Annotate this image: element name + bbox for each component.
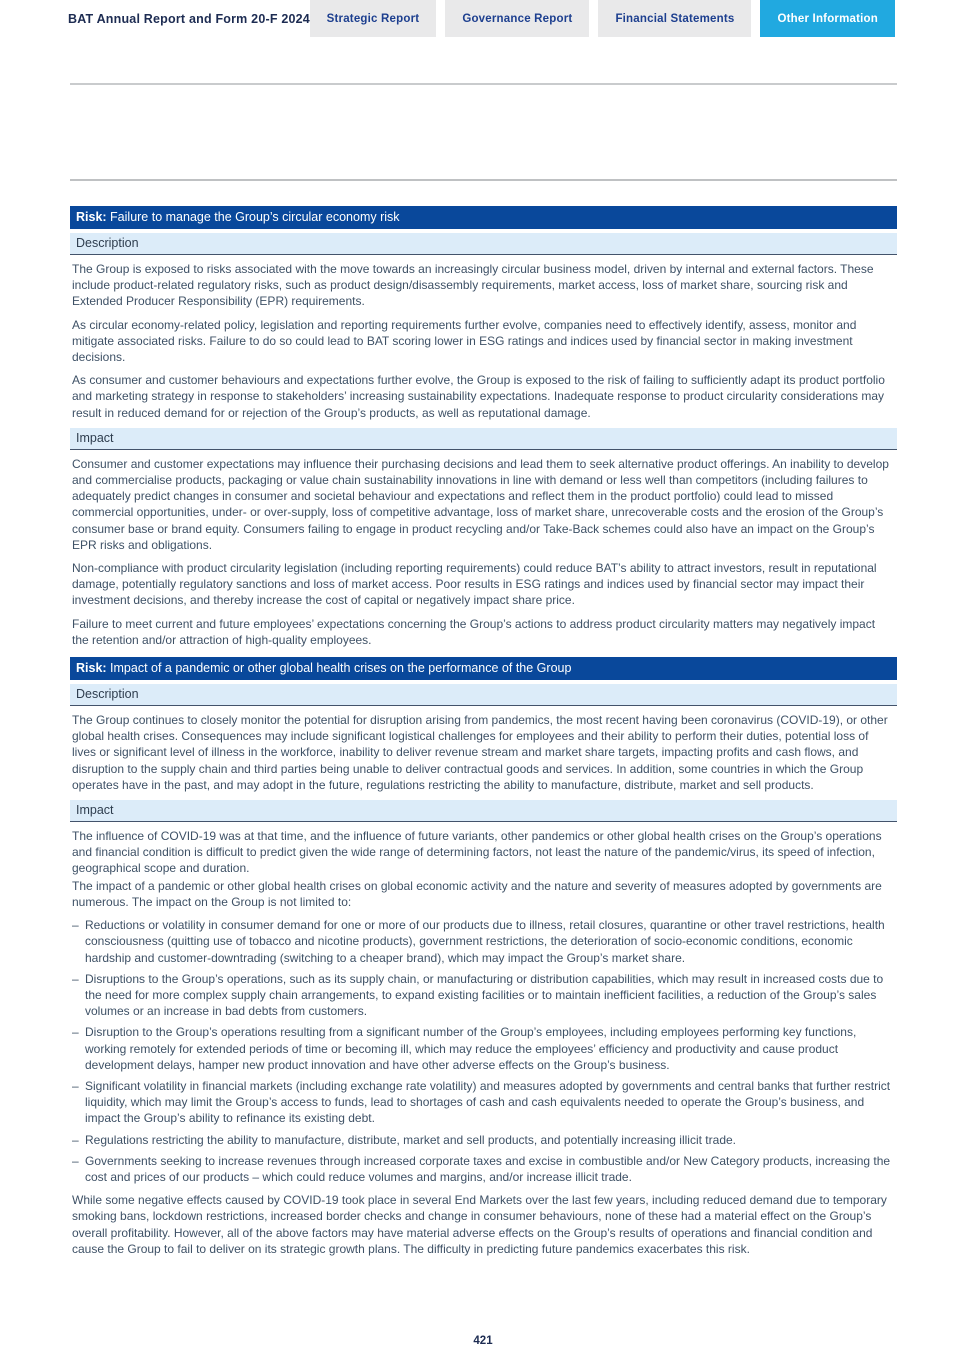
bullet-item — [70, 1153, 897, 1185]
risk-header-pandemic — [70, 657, 897, 680]
bullet-text: Disruption to the Group’s operations resulting from a significant number of the Group’s employees, including employees performing key functions, working remotely for extended periods of time or becoming ill, which may reduce the employees’ efficiency and productivity and cause product development delays, hamper new product innovation and have other adverse effects on the Group’s business. — [85, 1025, 857, 1072]
description-paragraph: The Group continues to closely monitor the potential for disruption arising from pandemics, the most recent having been coronavirus (COVID-19), or other global health crises. Consequences may include significant logistical challenges for employees and their ability to perform their duties, potential loss of lives or significant level of illness in the workforce, inability to deliver revenue stream and market share targets, impacting profits and cash flows, and disruption to the supply chain and third parties being unable to deliver contractual goods and services. In addition, some countries in which the Group operates have in the past, and may adopt in the future, regulations restricting the ability to manufacture, distribute, market and sell products. — [72, 713, 888, 792]
tab-financial-statements[interactable]: Financial Statements — [598, 0, 751, 37]
impact-paragraph: Non-compliance with product circularity legislation (including reporting requirements) could reduce BAT’s ability to attract investors, result in reputational damage, potentially regulatory sanctions and loss of market access. Poor results in ESG ratings and indices used by financial sector may impact their investment decisions, and thereby increase the cost of capital or negatively impact share price. — [72, 561, 877, 608]
bullet-item — [70, 1024, 897, 1073]
bullet-dash: – — [72, 971, 79, 986]
description-paragraph: As circular economy-related policy, legislation and reporting requirements further evolve, companies need to effectively identify, assess, monitor and mitigate associated risks. Failure to do so could lead to BAT scoring lower in ESG ratings and indices used by financial sector in making investment decisions. — [72, 317, 857, 365]
tab-other-information[interactable]: Other Information — [760, 0, 895, 37]
tab-governance-report[interactable]: Governance Report — [445, 0, 589, 37]
bullet-dash: – — [72, 1078, 79, 1093]
bullet-dash: – — [72, 1025, 79, 1040]
bullet-item — [70, 1078, 897, 1127]
risk-label: Risk: — [76, 661, 107, 676]
impact-paragraph: Failure to meet current and future employees’ expectations concerning the Group’s actions to address product circularity matters may negatively impact the retention and/or attraction of high-quality employees. — [72, 616, 876, 647]
impact-heading: Impact — [70, 800, 897, 822]
risk-section-pandemic — [70, 657, 897, 1257]
impact-bullet-list — [70, 917, 897, 1185]
bullet-dash: – — [72, 918, 79, 933]
description-paragraph: As consumer and customer behaviours and expectations further evolve, the Group is exposed to the risk of failing to sufficiently adapt its product portfolio and marketing strategy in response to stakeholders’ increasing sustainability expectations. Inadequate response to product circularity considerations may result in reduced demand for or rejection of the Group’s products, as well as reputational damage. — [72, 373, 885, 420]
page-footer — [0, 1335, 966, 1347]
description-heading: Description — [70, 233, 897, 255]
description-paragraph: The Group is exposed to risks associated with the move towards an increasingly circular business model, driven by internal and external factors. These include product-related regulatory risks, such as product design/disassembly requirements, market access, loss of market share, sourcing risk and Extended Producer Responsibility (EPR) requirements. — [72, 262, 874, 309]
impact-heading: Impact — [70, 428, 897, 450]
risk-header-circular-economy — [70, 206, 897, 229]
impact-closing-paragraph: While some negative effects caused by COVID-19 took place in several End Markets over the last few years, including reduced demand due to temporary smoking bans, lockdown restrictions, increased border checks and change in consumer behaviours, none of these had a material effect on the Group’s overall profitability. However, all of the above factors may have material adverse effects on the Group’s results of operations and financial condition and cause the Group to fail to deliver on its strategic growth plans. The difficulty in predicting future pandemics exacerbates this risk. — [72, 1193, 887, 1256]
divider-top — [70, 83, 897, 85]
bullet-item — [70, 1132, 897, 1148]
bullet-text: Disruptions to the Group’s operations, such as its supply chain, or manufacturing or distribution capabilities, which may result in increased costs due to the need for more complex supply chain arrangements, to expand existing facilities or to maintain inefficient facilities, a reduction of the Group’s sales volumes or an increase in bad debts from customers. — [85, 971, 884, 1019]
description-heading: Description — [70, 684, 897, 706]
impact-paragraph: The influence of COVID-19 was at that time, and the influence of future variants, other pandemics or other global health crises on the Group’s operations and financial condition is difficult to predict given the wide range of determining factors, not least the nature of the pandemic/virus, its speed of infection, geographical scope and duration. — [72, 829, 882, 876]
report-tab-bar — [310, 0, 895, 37]
risk-title: Impact of a pandemic or other global health crises on the performance of the Group — [106, 661, 572, 676]
page-number: 421 — [473, 1335, 493, 1347]
bullet-dash: – — [72, 1153, 79, 1168]
report-title: BAT Annual Report and Form 20-F 2024 — [68, 12, 310, 26]
risk-title: Failure to manage the Group’s circular economy risk — [106, 210, 400, 224]
bullet-item — [70, 917, 897, 966]
bullet-item — [70, 971, 897, 1020]
bullet-dash: – — [72, 1132, 79, 1147]
top-header — [0, 0, 966, 37]
impact-paragraph: The impact of a pandemic or other global health crises on global economic activity and the nature and severity of measures adopted by governments are numerous. The impact on the Group is not limited to: — [72, 878, 882, 909]
bullet-text: Significant volatility in financial markets (including exchange rate volatility) and measures adopted by governments and central banks that further restrict liquidity, which may limit the Group’s access to funds, lead to shortages of cash and cash equivalents needed to operate the Group’s business, and impact the Group’s ability to refinance its existing debt. — [85, 1078, 891, 1126]
bullet-text: Governments seeking to increase revenues through increased corporate taxes and excise in combustible and/or New Category products, increasing the cost and prices of our products – which could reduce volumes and margins, and/or increase illicit trade. — [85, 1153, 891, 1184]
risk-label: Risk: — [76, 210, 107, 224]
risk-report-content — [70, 206, 897, 1264]
impact-paragraph: Consumer and customer expectations may influence their purchasing decisions and lead them to seek alternative product offerings. An inability to develop and commercialise products, packaging or value chain sustainability innovations in line with demand or less well than competitors (including failures to adequately predict changes in consumer and societal behaviour and expectations and reflect them in the product portfolio) could lead to missed commercial opportunities, under- or over-supply, loss of competitive advantage, loss of market share, unrecoverable costs and the erosion of the Group’s consumer base or brand equity. Consumers failing to engage in product recycling and/or Take-Back schemes could also have an impact on the Group’s EPR risks and obligations. — [72, 456, 889, 552]
bullet-text: Regulations restricting the ability to manufacture, distribute, market and sell products, and potentially increasing illicit trade. — [85, 1132, 736, 1147]
risk-section-circular-economy — [70, 206, 897, 648]
divider-middle — [70, 179, 897, 181]
bullet-text: Reductions or volatility in consumer demand for one or more of our products due to illness, retail closures, quarantine or other travel restrictions, health consciousness (quitting use of tobacco and nicotine products), government restrictions, the deterioration of socio-economic conditions, economic hardship and customer-downtrading (switching to a cheaper brand), which may impact the Group’s market share. — [85, 918, 885, 965]
tab-strategic-report[interactable]: Strategic Report — [310, 0, 437, 37]
